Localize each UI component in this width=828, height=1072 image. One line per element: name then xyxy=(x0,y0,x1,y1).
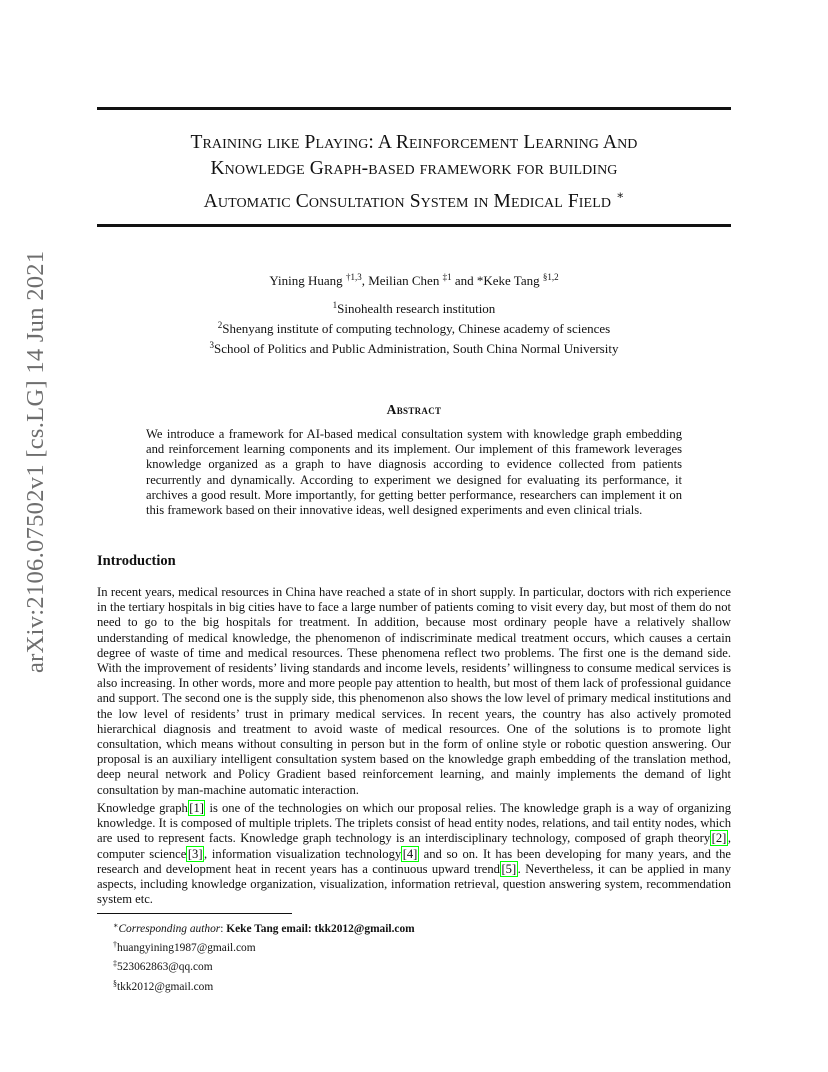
author-affiliation-marker: †1,3 xyxy=(345,272,362,282)
citation-link[interactable]: [2] xyxy=(711,831,727,846)
citation-link[interactable]: [5] xyxy=(501,861,517,876)
affiliation-list xyxy=(97,297,731,357)
abstract-heading: Abstract xyxy=(386,402,442,417)
author-list: Yining Huang $^{\dagger 1,3}$, Meilian Chen $^{\ddagger 1}$ and *Keke Tang $^{\S 1,2}$ xyxy=(269,272,559,288)
author-affiliation-marker: ‡1 xyxy=(442,272,452,282)
citation-link[interactable]: [3] xyxy=(187,846,203,861)
title-line-3: Automatic Consultation System in Medical Field ∗ xyxy=(203,188,625,212)
footnote: †huangyining1987@gmail.com xyxy=(113,940,256,955)
title-footnote-marker: ∗ xyxy=(616,188,625,202)
author-name: Meilian Chen xyxy=(368,273,440,288)
affiliation: $^1$Sinohealth research institution xyxy=(332,300,496,316)
footnote: §tkk2012@gmail.com xyxy=(113,978,214,993)
section-heading-introduction: Introduction xyxy=(97,553,176,569)
title-line-1: Training like Playing: A Reinforcement Learning And xyxy=(190,132,638,153)
footnote: ‡523062863@qq.com xyxy=(113,959,213,974)
arxiv-identifier-stamp: arXiv:2106.07502v1 [cs.LG] 14 Jun 2021 xyxy=(22,250,49,673)
abstract-text: We introduce a framework for AI-based medical consultation system with knowledge graph embedding and reinforcement learning components and its implement. Our implement of this framework leverages knowledge organized as a graph to have diagnosis according to evidence collected from patients recurrently and dynamically. According to experiment we designed for evaluating its performance, it archives a good result. More importantly, for getting better performance, researchers can implement it on this framework based on their innovative ideas, well designed experiments and even clinical trials. xyxy=(146,427,682,518)
title-line-2: Knowledge Graph-based framework for building xyxy=(210,158,618,179)
citation-link[interactable]: [4] xyxy=(402,846,418,861)
affiliation: $^2$Shenyang institute of computing technology, Chinese academy of sciences xyxy=(217,320,611,336)
affiliation: $^3$School of Politics and Public Administration, South China Normal University xyxy=(209,340,619,356)
body-paragraph: In recent years, medical resources in China have reached a state of in short supply. In particular, doctors with rich experience in the tertiary hospitals in big cities have to face a large number of patients coming to visit every day, but most of them do not need to go to the big hospitals for treatment. In addition, because most ordinary people have a relatively shallow understanding of medical knowledge, the phenomenon of indiscriminate medical treatment occurs, which causes a certain degree of waste of time and medical resources. These phenomena reflect two problems. The first one is the demand side. With the improvement of residents’ living standards and income levels, residents’ willingness to consume medical services is also increasing. In other words, more and more people pay attention to health, but most of them lack of professional guidance and support. The second one is the supply side, this phenomenon also shows the low level of primary medical institutions and the low level of residents’ trust in primary medical services. In recent years, the country has also actively promoted hierarchical diagnosis and treatment to avoid waste of medical resources. One of the solutions is to promote light consultation, which means without consulting in person but in the form of online style or robotic question answering. Our proposal is an auxiliary intelligent consultation system based on the knowledge graph embedding of the translation method, deep neural network and Policy Gradient based reinforcement learning, and mainly implements the demand of light consultation by man-machine automatic interaction. xyxy=(97,585,731,797)
body-paragraph: Knowledge graph [1] is one of the technologies on which our proposal relies. The knowledge graph is a way of organizing knowledge. It is composed of multiple triplets. The triplets consist of head entity nodes, relations, and tail entity nodes, which are used to represent facts. Knowledge graph technology is an interdisciplinary technology, composed of graph theory [2] , computer science [3] , information visualization technology [4] and so on. It has been developing for many years, and the research and development heat in recent years has a continuous upward trend [5] . Nevertheless, it can be applied in many aspects, including knowledge organization, visualization, information retrieval, question answering system, recommendation system etc. xyxy=(97,801,731,907)
footnote-separator xyxy=(97,913,292,914)
author-name: Yining Huang xyxy=(269,273,343,288)
footnotes xyxy=(113,918,415,995)
title-bottom-rule xyxy=(97,224,731,227)
citation-link[interactable]: [1] xyxy=(189,801,204,815)
paper-title xyxy=(97,130,731,215)
author-affiliation-marker: §1,2 xyxy=(542,272,559,282)
title-top-rule xyxy=(97,107,731,110)
footnote: ∗Corresponding author: Keke Tang email: tkk2012@gmail.com xyxy=(113,921,415,935)
author-name: *Keke Tang xyxy=(476,273,540,288)
